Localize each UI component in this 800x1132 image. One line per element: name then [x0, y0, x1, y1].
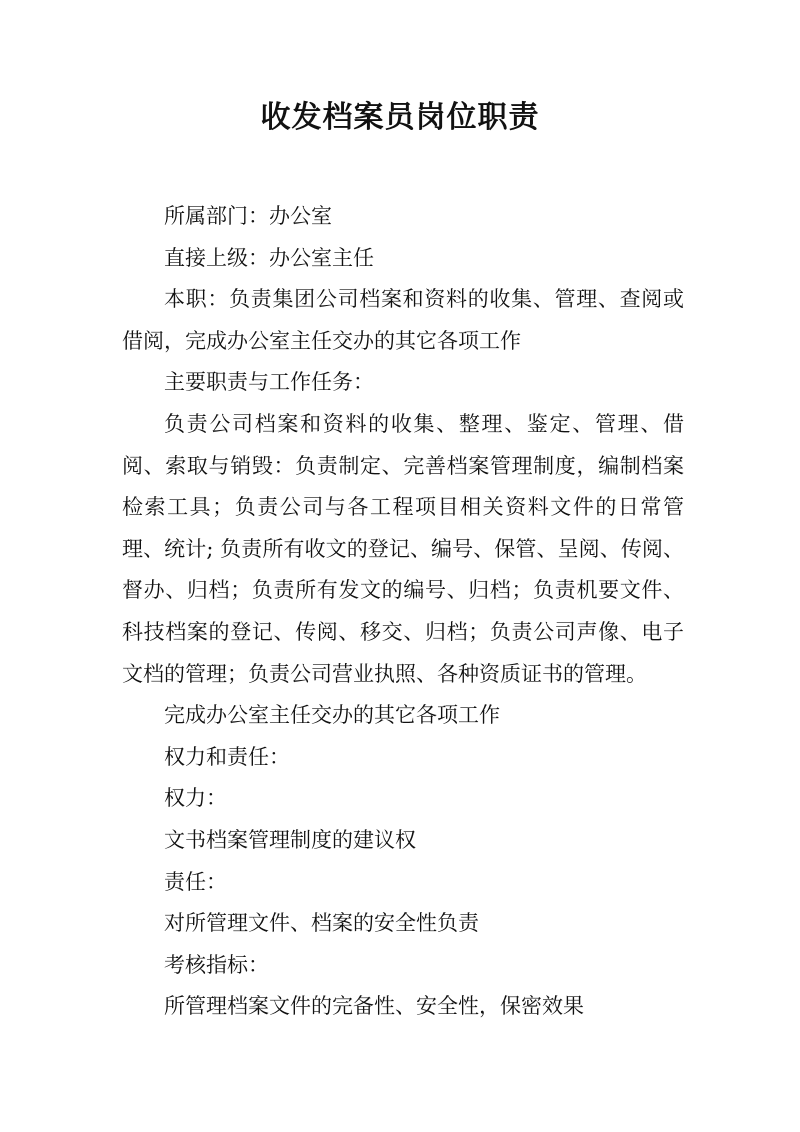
paragraph-duties-detail: 负责公司档案和资料的收集、整理、鉴定、管理、借阅、索取与销毁：负责制定、完善档案管理制度，编制档案检索工具；负责公司与各工程项目相关资料文件的日常管理、统计; 负责所有收文的登记、编号、保管、呈阅、传阅、督办、归档；负责所有发文的编号、归档；负责机要文件、科技档案的登记、传阅、移交、归档；负责公司声像、电子文档的管理；负责公司营业执照、各种资质证书的管理。: [122, 411, 684, 686]
heading-rights-responsibilities: 权力和责任：: [164, 744, 290, 769]
paragraph-department: 所属部门：办公室: [164, 204, 332, 228]
paragraph-other-tasks: 完成办公室主任交办的其它各项工作: [164, 703, 500, 728]
paragraph-responsibilities: 对所管理文件、档案的安全性负责: [164, 911, 479, 936]
heading-rights: 权力：: [164, 786, 227, 811]
paragraph-rights: 文书档案管理制度的建议权: [164, 827, 416, 852]
heading-main-duties: 主要职责与工作任务：: [164, 370, 374, 395]
paragraph-role: 本职：负责集团公司档案和资料的收集、管理、查阅或借阅，完成办公室主任交办的其它各项工作: [122, 287, 684, 353]
document-title: 收发档案员岗位职责: [260, 100, 540, 135]
document-body: [122, 196, 684, 1028]
heading-responsibilities: 责任：: [164, 869, 227, 894]
paragraph-supervisor: 直接上级：办公室主任: [164, 245, 374, 270]
heading-assessment: 考核指标：: [164, 952, 269, 977]
paragraph-assessment: 所管理档案文件的完备性、安全性，保密效果: [164, 994, 584, 1019]
